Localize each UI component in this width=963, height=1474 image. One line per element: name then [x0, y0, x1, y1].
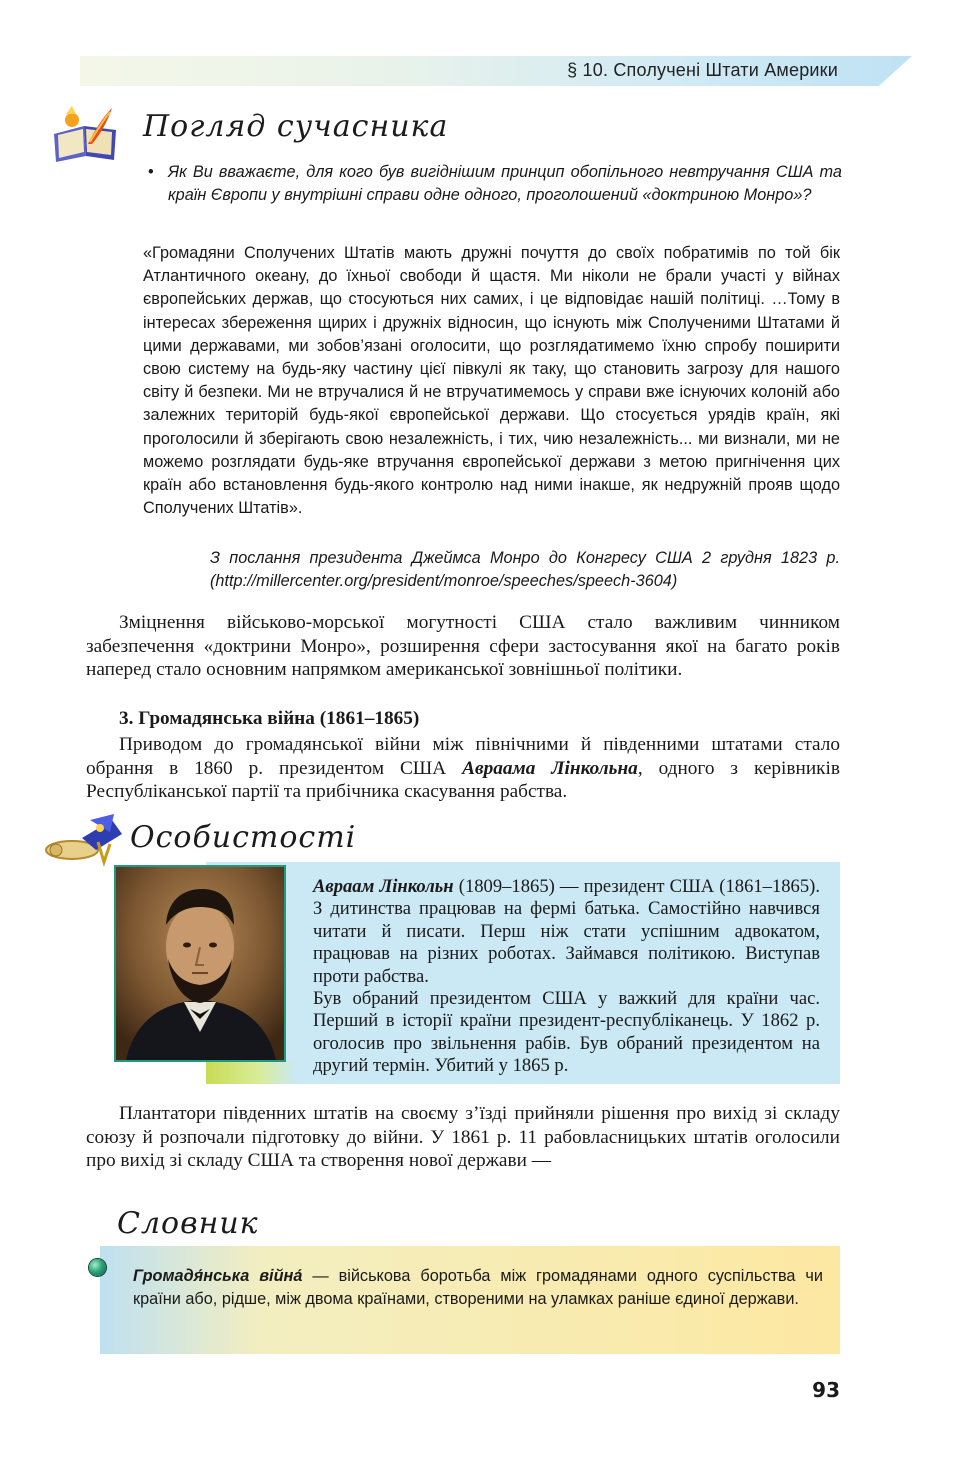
- book-quill-icon: [50, 104, 120, 162]
- glossary-term: Громадя́нська війна́: [133, 1267, 303, 1285]
- scroll-hat-icon: [42, 810, 126, 870]
- paragraph-civil-war-cause: Приводом до громадянської війни між північними й південними штатами стало обрання в 1860 р. президентом США Авраама Лінкольна, одного з керівників Республіканської партії та прибічника скасування рабства.: [86, 734, 840, 802]
- page-number: 93: [812, 1378, 840, 1402]
- glossary-definition: — військова боротьба між громадянами одного суспільства чи країни або, рідше, між двома країнами, створеними на уламках раніше єдиної держави.: [133, 1267, 823, 1308]
- bullet: •: [148, 163, 154, 181]
- glossary-section-title: Словник: [117, 1206, 259, 1241]
- person-name: Авраам Лінкольн: [313, 876, 454, 897]
- quote-source: З послання президента Джеймса Монро до Конгресу США 2 грудня 1823 р. (http://millercenter.org/president/monroe/speeches/speech-3604): [210, 549, 840, 591]
- view-section-title: Погляд сучасника: [143, 109, 449, 144]
- persons-section-title: Особистості: [130, 820, 357, 855]
- section-heading-civil-war: 3. Громадянська війна (1861–1865): [119, 708, 420, 729]
- lincoln-name: Авраама Лінкольна: [462, 757, 638, 779]
- monroe-quote: «Громадяни Сполучених Штатів мають дружні почуття до своїх побратимів по той бік Атлантичного океану, до їхньої свободи й щастя. Ми ніколи не брали участі у війнах європейських держав, що стосуються них самих, і це відповідає нашій політиці. …Тому в інтересах збереження щирих і дружніх відносин, що існують між Сполученими Штатами й цими державами, ми зобов’язані оголосити, що розглядатимемо їхню спробу поширити свою систему на будь-яку частину цієї півкулі як таку, що становить загрозу для нашого світу й безпеки. Ми не втручалися й не втручатимемось у справи вже існуючих колоній або залежних територій будь-якої європейської держави. Що стосується урядів країн, які проголосили й зберігають свою незалежність, і тих, чию незалежність... ми визнали, ми не можемо розглядати будь-яке втручання європейської держави з метою пригнічення цих країн або встановлення будь-якого контролю над ними інакше, як недружній прояв щодо Сполучених Штатів».: [143, 244, 840, 518]
- section-header: § 10. Сполучені Штати Америки: [567, 60, 838, 80]
- question-item: [148, 161, 842, 206]
- biography-continued: Був обраний президентом США у важкий для країни час. Перший в історії країни президент-республіканець. У 1862 р. оголосив про звільнення рабів. Був обраний президентом на другий термін. Убитий у 1865 р.: [313, 988, 820, 1077]
- biography-text: Авраам Лінкольн (1809–1865) — президент США (1861–1865). З дитинства працював на фермі батька. Самостійно навчився читати й писати. Перш ніж стати успішним адвокатом, працював на різних роботах. Займався політикою. Виступав проти рабства. Був обраний президентом США у важкий для країни час. Перший в історії країни президент-республіканець. У 1862 р. оголосив про звільнення рабів. Був обраний президентом на другий термін. Убитий у 1865 р.: [313, 876, 820, 1077]
- glossary-bullet-icon: [89, 1259, 106, 1276]
- biography-box-accent: [206, 1060, 296, 1084]
- glossary-entry: [133, 1265, 823, 1310]
- paragraph-monroe-doctrine: Зміцнення військово-морської могутності США стало важливим чинником забезпечення «доктрини Монро», розширення сфери застосування якої на багато років наперед стало основним напрямком американської зовнішньої політики.: [86, 612, 840, 680]
- question-text: Як Ви вважаєте, для кого був вигіднішим принцип обопільного невтручання США та країн Європи у внутрішні справи одне одного, проголошений «доктриною Монро»?: [168, 163, 842, 204]
- lincoln-portrait: [114, 865, 286, 1062]
- paragraph-secession: Плантатори південних штатів на своєму з’їзді прийняли рішення про вихід зі складу союзу й розпочали підготовку до війни. У 1861 р. 11 рабовласницьких штатів оголосили про вихід зі складу США та створення нової держави —: [86, 1103, 840, 1171]
